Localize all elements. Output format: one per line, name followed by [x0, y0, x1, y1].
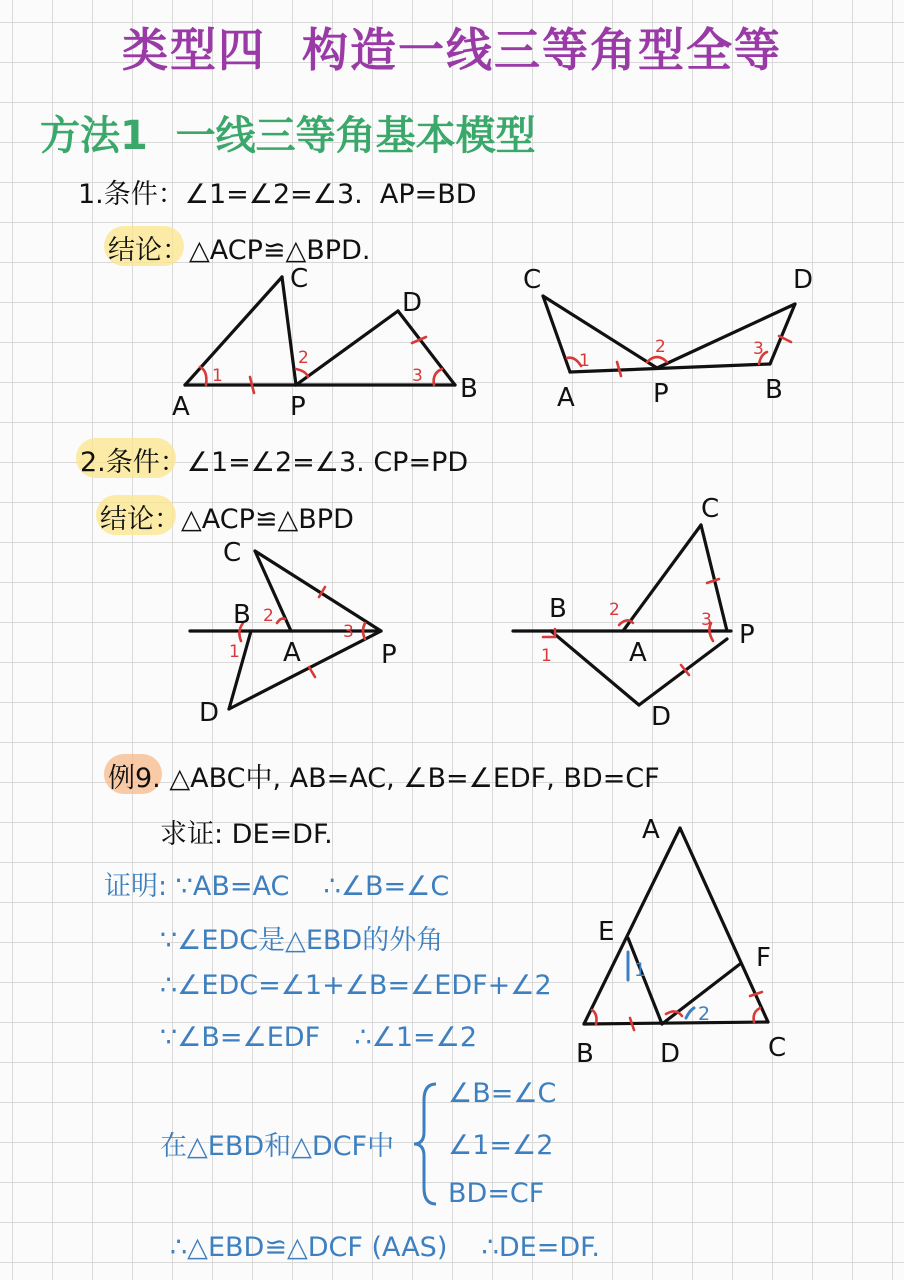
fig3-point-B: B: [233, 600, 251, 630]
proof-final: ∴△EBD≌△DCF (AAS) ∴DE=DF.: [170, 1232, 600, 1263]
fig5-point-F: F: [756, 943, 771, 973]
fig4-point-C-label: C: [701, 494, 720, 524]
proof-brace: [406, 1080, 446, 1208]
proof-in-triangles: 在△EBD和△DCF中: [160, 1131, 395, 1162]
fig1-point-D: D: [402, 288, 423, 318]
fig3-point-D: D: [199, 698, 220, 728]
fig4-angle-3: 3: [701, 610, 712, 630]
fig5-angle-1: 1: [634, 959, 647, 981]
brace-item-2: ∠1=∠2: [448, 1130, 554, 1161]
fig4-point-A: A: [629, 638, 647, 668]
fig5-point-B: B: [576, 1039, 594, 1069]
fig5-point-E: E: [598, 917, 615, 947]
fig2-angle-2: 2: [655, 337, 666, 357]
fig5-point-C: C: [768, 1033, 787, 1063]
fig1-angle-3: 3: [412, 366, 423, 386]
fig3-point-A: A: [283, 638, 301, 668]
fig3-angle-1: 1: [229, 642, 240, 662]
fig4-point-B: B: [549, 594, 567, 624]
fig3-angle-2: 2: [263, 606, 274, 626]
fig2-point-P: P: [653, 379, 669, 409]
fig2-angle-1: 1: [579, 351, 590, 371]
fig2-angle-3: 3: [753, 339, 764, 359]
case2-conclusion: 结论：△ACP≌△BPD: [100, 504, 354, 535]
case1-condition: 1.条件：∠1=∠2=∠3. AP=BD: [78, 179, 477, 210]
fig3-point-C: C: [223, 538, 242, 568]
fig4-point-P: P: [739, 620, 755, 650]
proof-line-3: ∴∠EDC=∠1+∠B=∠EDF+∠2: [160, 970, 552, 1001]
brace-item-1: ∠B=∠C: [448, 1078, 557, 1109]
page-title: 类型四 构造一线三等角型全等: [121, 23, 783, 77]
fig1-point-A: A: [172, 392, 190, 422]
fig3-angle-3: 3: [343, 622, 354, 642]
fig1-angle-1: 1: [212, 366, 223, 386]
proof-line-4: ∵∠B=∠EDF ∴∠1=∠2: [160, 1022, 478, 1053]
fig5-angle-2: 2: [698, 1003, 711, 1025]
example-prove: 求证: DE=DF.: [160, 819, 333, 850]
section-subtitle: 方法1 一线三等角基本模型: [40, 113, 536, 159]
figure-3: [185, 535, 415, 735]
figure-2: [515, 260, 815, 420]
figure-4: [505, 495, 795, 735]
fig1-point-P: P: [290, 392, 306, 422]
case2-condition: 2.条件：∠1=∠2=∠3. CP=PD: [80, 447, 469, 478]
fig5-point-A: A: [642, 815, 660, 845]
proof-line-1: 证明: ∵AB=AC ∴∠B=∠C: [104, 871, 450, 902]
brace-item-3: BD=CF: [448, 1178, 545, 1209]
fig4-point-D: D: [651, 702, 672, 732]
proof-line-2: ∵∠EDC是△EBD的外角: [160, 925, 444, 956]
case1-conclusion: 结论：△ACP≌△BPD.: [108, 235, 371, 266]
fig1-point-C: C: [290, 264, 309, 294]
fig1-angle-2: 2: [298, 348, 309, 368]
example-given: 例9. △ABC中, AB=AC, ∠B=∠EDF, BD=CF: [108, 763, 660, 794]
fig2-point-D: D: [793, 265, 814, 295]
fig2-point-B: B: [765, 375, 783, 405]
fig2-point-C: C: [523, 265, 542, 295]
figure-5: [570, 810, 800, 1070]
fig2-point-A: A: [557, 383, 575, 413]
fig4-angle-2: 2: [609, 600, 620, 620]
fig1-point-B: B: [460, 374, 478, 404]
fig3-point-P: P: [381, 640, 397, 670]
figure-1: [170, 265, 490, 425]
fig5-point-D: D: [660, 1039, 681, 1069]
fig4-angle-1: 1: [541, 646, 552, 666]
